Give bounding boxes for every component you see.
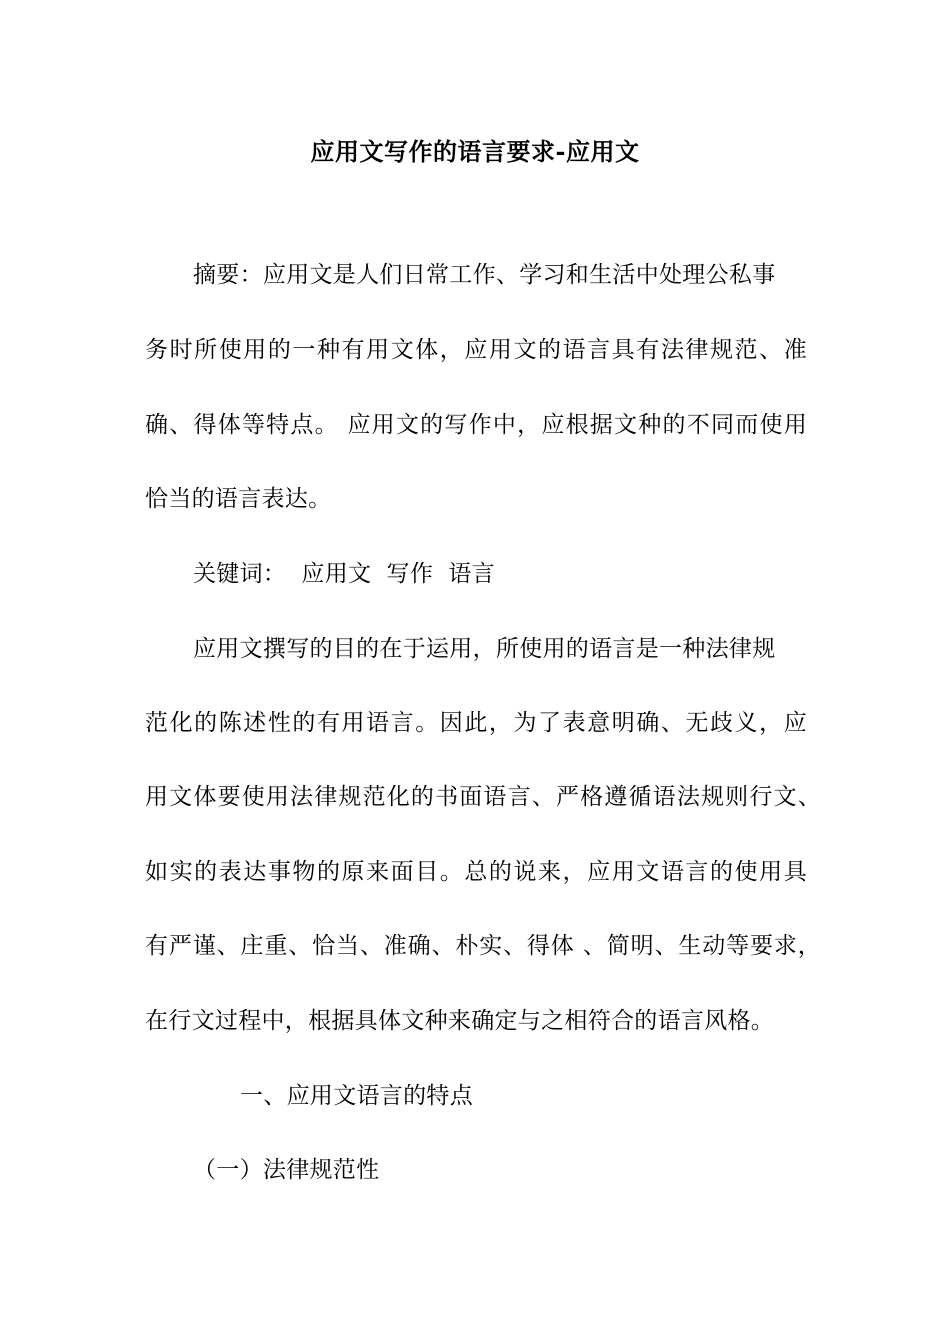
keywords-line: 关键词： 应用文 写作 语言 <box>193 561 495 587</box>
abstract-line-1: 摘要：应用文是人们日常工作、学习和生活中处理公私事 <box>193 262 776 288</box>
body-line-2: 范化的陈述性的有用语言。因此，为了表意明确、无歧义，应 <box>145 710 807 736</box>
body-line-6: 在行文过程中，根据具体文种来确定与之相符合的语言风格。 <box>145 1008 775 1034</box>
section-heading: 一、应用文语言的特点 <box>240 1083 473 1109</box>
body-line-1: 应用文撰写的目的在于运用，所使用的语言是一种法律规 <box>193 636 776 662</box>
body-line-3: 用文体要使用法律规范化的书面语言、严格遵循语法规则行文、 <box>145 784 821 810</box>
abstract-line-2: 务时所使用的一种有用文体，应用文的语言具有法律规范、准 <box>145 337 807 363</box>
abstract-line-3: 确、得体等特点。 应用文的写作中，应根据文种的不同而使用 <box>145 412 807 438</box>
body-line-4: 如实的表达事物的原来面目。总的说来，应用文语言的使用具 <box>145 859 807 885</box>
abstract-line-4: 恰当的语言表达。 <box>145 486 332 512</box>
body-line-5: 有严谨、庄重、恰当、准确、朴实、得体 、简明、生动等要求， <box>145 933 821 959</box>
document-title: 应用文写作的语言要求-应用文 <box>310 137 640 166</box>
subsection-heading: （一）法律规范性 <box>193 1157 380 1183</box>
